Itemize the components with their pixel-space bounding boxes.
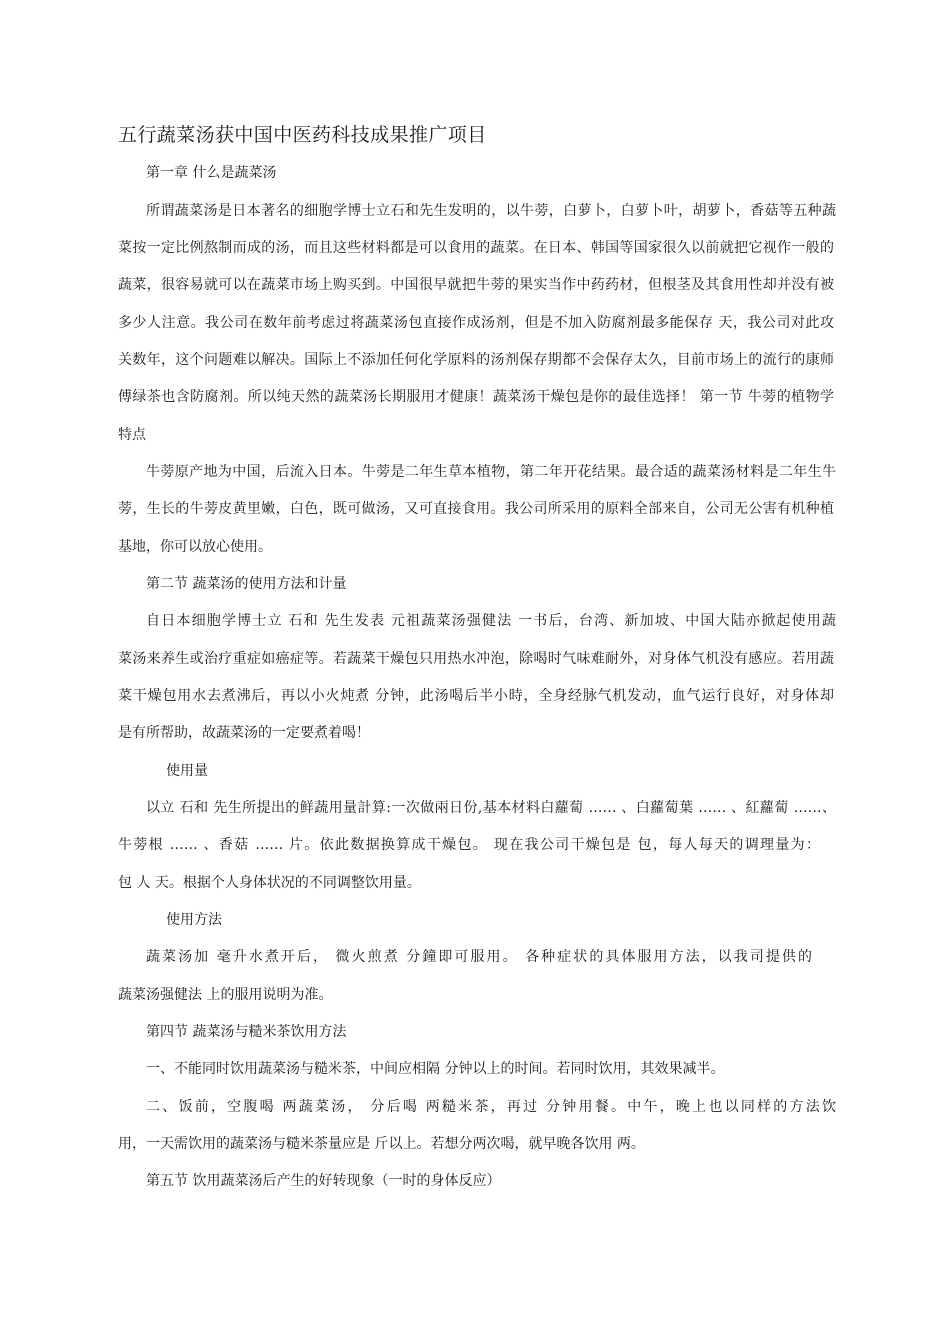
section-heading: 第二节 蔬菜汤的使用方法和计量	[146, 576, 347, 592]
paragraph-line: 所谓蔬菜汤是日本著名的细胞学博士立石和先生发明的，以牛蒡，白萝卜，白萝卜叶，胡萝卜，香菇等五种蔬	[146, 203, 836, 219]
paragraph-line: 蔬菜汤强健法 上的服用说明为准。	[118, 987, 333, 1003]
document-title: 五行蔬菜汤获中国中医药科技成果推广项目	[118, 124, 487, 146]
paragraph-line: 基地，你可以放心使用。	[118, 539, 272, 555]
paragraph-line: 特点	[118, 427, 146, 443]
paragraph-line: 菜干燥包用水去煮沸后，再以小火炖煮 分钟，此汤喝后半小時，全身经脉气机发动，血气运行良好，对身体却	[118, 688, 834, 704]
subheading-usage-amount: 使用量	[166, 763, 208, 779]
paragraph-line: 自日本细胞学博士立 石和 先生发表 元祖蔬菜汤强健法 一书后，台湾、新加坡、中国大陆亦掀起使用蔬	[146, 613, 836, 629]
paragraph-line: 多少人注意。我公司在数年前考虑过将蔬菜汤包直接作成汤剂，但是不加入防腐剂最多能保存 天，我公司对此攻	[118, 315, 834, 331]
paragraph-line: 菜汤来养生或治疗重症如癌症等。若蔬菜干燥包只用热水冲泡，除喝时气味难耐外，对身体气机没有感应。若用蔬	[118, 651, 834, 667]
paragraph-line: 蒡，生长的牛蒡皮黄里嫩，白色，既可做汤，又可直接食用。我公司所采用的原料全部来自，公司无公害有机种植	[118, 501, 834, 517]
paragraph-line: 包 人 天。根据个人身体状况的不同调整饮用量。	[118, 875, 421, 891]
paragraph-line: 蔬菜汤加 毫升水煮开后， 微火煎煮 分鐘即可服用。 各种症状的具体服用方法，以我司提供的	[146, 949, 812, 965]
chapter-heading: 第一章 什么是蔬菜汤	[146, 165, 277, 181]
paragraph-line: 以立 石和 先生所提出的鲜蔬用量計算:一次做兩日份,基本材料白蘿蔔 …… 、白蘿蔔葉 …… 、紅蘿蔔 ……、	[146, 800, 836, 816]
paragraph-line: 傅绿茶也含防腐剂。所以纯天然的蔬菜汤长期服用才健康！蔬菜汤干燥包是你的最佳选择！ 第一节 牛蒡的植物学	[118, 389, 834, 405]
subheading-usage-method: 使用方法	[166, 912, 222, 928]
paragraph-line: 菜按一定比例熬制而成的汤，而且这些材料都是可以食用的蔬菜。在日本、韩国等国家很久以前就把它视作一般的	[118, 240, 834, 256]
paragraph-line: 牛蒡原产地为中国，后流入日本。牛蒡是二年生草本植物，第二年开花结果。最合适的蔬菜汤材料是二年生牛	[146, 464, 836, 480]
paragraph-line: 关数年，这个问题难以解决。国际上不添加任何化学原料的汤剂保存期都不会保存太久，目前市场上的流行的康师	[118, 352, 834, 368]
paragraph-line: 用，一天需饮用的蔬菜汤与糙米茶量应是 斤以上。若想分两次喝，就早晚各饮用 两。	[118, 1136, 645, 1152]
section-heading: 第五节 饮用蔬菜汤后产生的好转现象（一时的身体反应）	[146, 1173, 501, 1189]
paragraph-line: 蔬菜，很容易就可以在蔬菜市场上购买到。中国很早就把牛蒡的果实当作中药药材，但根茎及其食用性却并没有被	[118, 277, 834, 293]
paragraph-line: 一、不能同时饮用蔬菜汤与糙米茶，中间应相隔 分钟以上的时间。若同时饮用，其效果减半。	[146, 1061, 725, 1077]
paragraph-line: 是有所帮助，故蔬菜汤的一定要煮着喝！	[118, 725, 370, 741]
paragraph-line: 二、饭前，空腹喝 两蔬菜汤， 分后喝 两糙米茶，再过 分钟用餐。中午，晚上也以同样的方法饮	[146, 1099, 836, 1115]
paragraph-line: 牛蒡根 …… 、香菇 …… 片。依此数据换算成干燥包。 现在我公司干燥包是 包，每人每天的调理量为：	[118, 837, 820, 853]
section-heading: 第四节 蔬菜汤与糙米茶饮用方法	[146, 1024, 347, 1040]
